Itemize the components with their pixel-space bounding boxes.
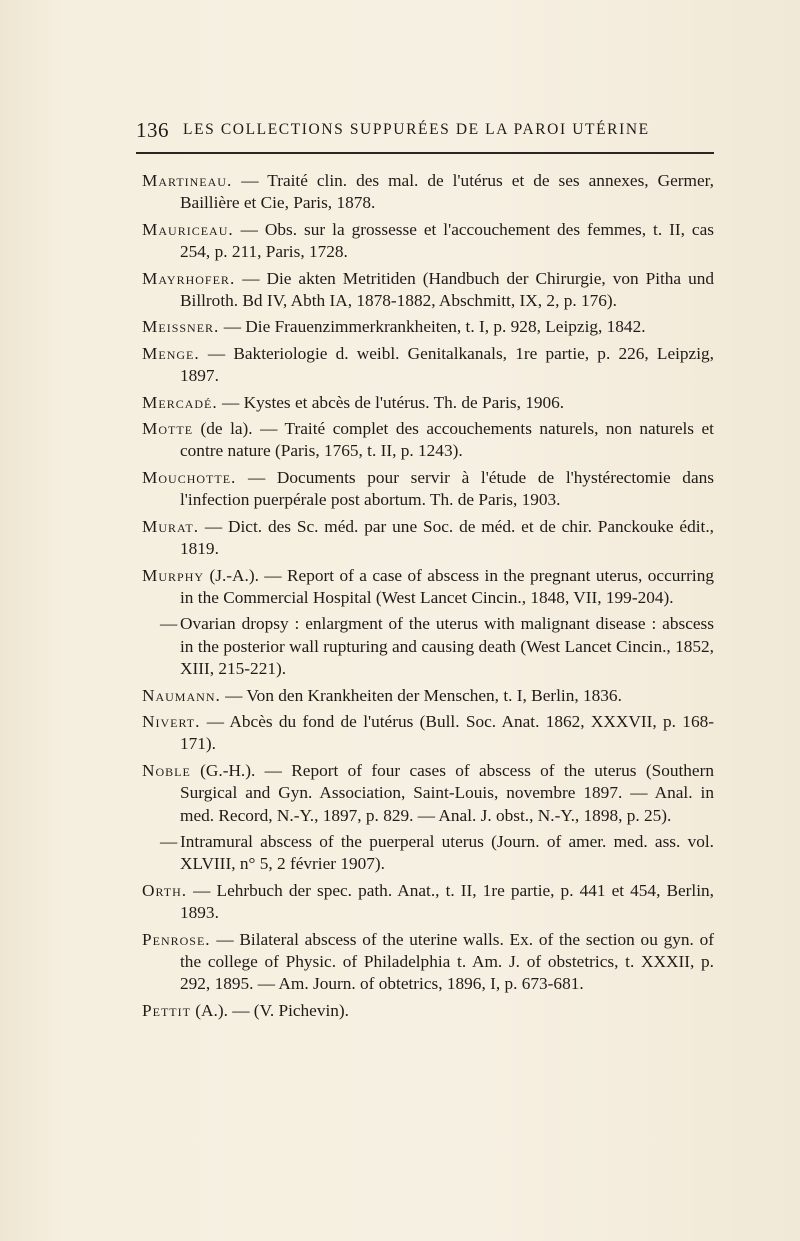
entry-text: Ovarian dropsy : enlargment of the uterus with malignant disease : abscess in the posterior wall rupturing and causing death (West Lancet Cincin., 1852, XIII, 215-221). <box>180 614 714 679</box>
bibliography-entry <box>142 268 714 313</box>
entry-text: — Lehrbuch der spec. path. Anat., t. II, 1re partie, p. 441 et 454, Berlin, 1893. <box>180 880 714 923</box>
entry-text: — Von den Krankheiten der Menschen, t. I, Berlin, 1836. <box>220 685 622 705</box>
bibliography-entry <box>142 760 714 827</box>
entry-author: Mauriceau. <box>142 219 234 239</box>
entry-author: Murat. <box>142 516 200 536</box>
running-title: LES COLLECTIONS SUPPURÉES DE LA PAROI UTÉRINE <box>183 121 650 138</box>
bibliography-entry <box>142 170 714 215</box>
bibliography-entry <box>142 565 714 610</box>
bibliography-entry <box>142 418 714 463</box>
entry-text: (J.-A.). — Report of a case of abscess in the pregnant uterus, occurring in the Commercial Hospital (West Lancet Cincin., 1848, VII, 199-204). <box>180 565 714 607</box>
bibliography-entry <box>142 392 714 414</box>
entry-text: (A.). — (V. Pichevin). <box>190 1000 350 1020</box>
bibliography-subentry <box>142 613 714 680</box>
bibliography-entry <box>142 219 714 264</box>
entry-author: Martineau. <box>142 171 233 190</box>
entry-author: Mayrhofer. <box>142 268 236 288</box>
entry-text: — Obs. sur la grossesse et l'accouchement des femmes, t. II, cas 254, p. 211, Paris, 1728. <box>180 219 714 262</box>
entry-dash: — <box>160 831 178 851</box>
entry-text: — Kystes et abcès de l'utérus. Th. de Paris, 1906. <box>217 392 565 412</box>
bibliography-entry <box>142 316 714 338</box>
bibliography-entry <box>142 467 714 512</box>
bibliography-entry <box>142 929 714 996</box>
bibliography-entry <box>142 711 714 756</box>
entry-text: — Dict. des Sc. méd. par une Soc. de méd. et de chir. Panckouke édit., 1819. <box>180 516 714 559</box>
entry-text: (G.-H.). — Report of four cases of abscess of the uterus (Southern Surgical and Gyn. Association, Saint-Louis, novembre 1897. — Anal. in med. Record, N.-Y., 1897, p. 829. — Anal. J. obst., N.-Y., 1898, p. 25). <box>180 760 714 825</box>
entry-author: Meissner. <box>142 317 220 337</box>
entry-text: — Bilateral abscess of the uterine walls. Ex. of the section ou gyn. of the college of Physic. of Philadelphia t. Am. J. of obstetrics, t. XXXII, p. 292, 1895. — Am. Journ. of obtetrics, 1896, I, p. 673-681. <box>180 929 714 994</box>
entry-text: — Documents pour servir à l'étude de l'hystérectomie dans l'infection puerpérale post abortum. Th. de Paris, 1903. <box>180 467 714 510</box>
entry-text: — Bakteriologie d. weibl. Genitalkanals, 1re partie, p. 226, Leipzig, 1897. <box>180 343 714 386</box>
bibliography-entry <box>142 343 714 388</box>
header-rule <box>136 152 714 154</box>
bibliography-entry <box>142 880 714 925</box>
entry-author: Motte <box>142 419 194 439</box>
entry-author: Penrose. <box>142 929 211 949</box>
entry-text: — Die Frauenzimmerkrankheiten, t. I, p. 928, Leipzig, 1842. <box>219 317 646 337</box>
entry-author: Naumann. <box>142 685 221 705</box>
entry-text: — Die akten Metritiden (Handbuch der Chirurgie, von Pitha und Billroth. Bd IV, Abth IA, 1878-1882, Abschmitt, IX, 2, p. 176). <box>180 268 714 311</box>
bibliography-list <box>142 170 714 1026</box>
entry-author: Nivert. <box>142 711 201 731</box>
entry-author: Mouchotte. <box>142 467 237 487</box>
entry-text: (de la). — Traité complet des accouchements naturels, non naturels et contre nature (Paris, 1765, t. II, p. 1243). <box>180 419 714 461</box>
entry-author: Mercadé. <box>142 392 218 412</box>
page-header <box>136 118 706 146</box>
bibliography-entry <box>142 516 714 561</box>
entry-author: Orth. <box>142 880 188 900</box>
entry-text: Intramural abscess of the puerperal uterus (Journ. of amer. med. ass. vol. XLVIII, n° 5, 2 février 1907). <box>180 831 714 874</box>
entry-text: — Traité clin. des mal. de l'utérus et de ses annexes, Germer, Baillière et Cie, Paris, 1878. <box>180 171 714 213</box>
entry-dash: — <box>160 614 178 634</box>
entry-author: Menge. <box>142 343 200 363</box>
entry-text: — Abcès du fond de l'utérus (Bull. Soc. Anat. 1862, XXXVII, p. 168-171). <box>180 711 714 754</box>
entry-author: Noble <box>142 760 191 780</box>
bibliography-subentry <box>142 831 714 876</box>
bibliography-entry <box>142 685 714 707</box>
entry-author: Murphy <box>142 565 205 585</box>
entry-author: Pettit <box>142 1000 191 1020</box>
bibliography-entry <box>142 1000 714 1022</box>
page-number: 136 <box>136 118 169 142</box>
